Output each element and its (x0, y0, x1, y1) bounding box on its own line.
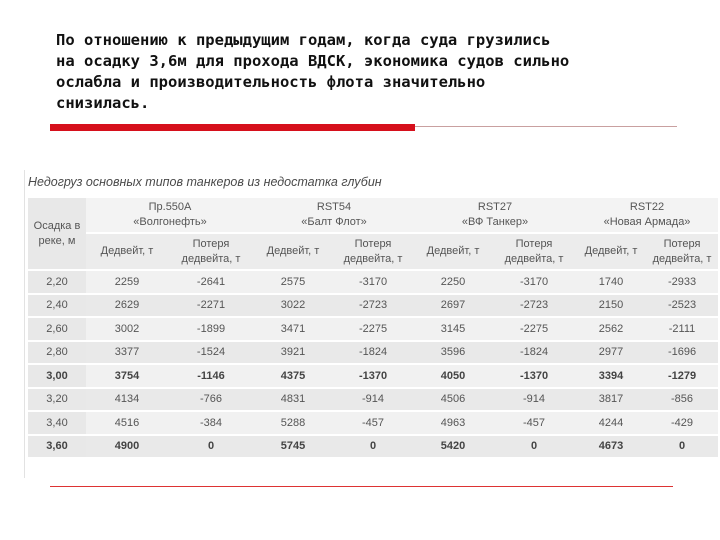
slide-text-line: на осадку 3,6м для прохода ВДСК, экономика судов сильно (56, 52, 570, 70)
cell-loss: -2275 (332, 318, 414, 340)
cell-loss: -1279 (646, 365, 718, 387)
cell-loss: -3170 (332, 271, 414, 293)
table-left-border (24, 170, 25, 478)
cell-loss: 0 (492, 436, 576, 458)
ship-type: RST27 (477, 201, 513, 213)
table-row (28, 271, 718, 293)
header-deadweight: Дедвейт, т (86, 234, 168, 269)
ship-type: Пр.550А (148, 201, 192, 213)
slide-text-line: снизилась. (56, 94, 150, 112)
ship-type: RST22 (629, 201, 665, 213)
cell-deadweight: 2259 (86, 271, 168, 293)
cell-deadweight: 3754 (86, 365, 168, 387)
header-loss: Потеря дедвейта, т (332, 234, 414, 269)
cell-loss: -1696 (646, 342, 718, 364)
cell-deadweight: 2562 (576, 318, 646, 340)
cell-loss: -856 (646, 389, 718, 411)
cell-deadweight: 4673 (576, 436, 646, 458)
cell-loss: -1524 (168, 342, 254, 364)
title-underline-thin-line (415, 126, 677, 127)
table-row (28, 342, 718, 364)
ship-owner: «ВФ Танкер» (461, 216, 529, 228)
table-body (28, 271, 718, 457)
cell-deadweight: 3596 (414, 342, 492, 364)
cell-deadweight: 3817 (576, 389, 646, 411)
header-deadweight: Дедвейт, т (254, 234, 332, 269)
bottom-divider-line (50, 486, 673, 487)
cell-deadweight: 3022 (254, 295, 332, 317)
cell-deadweight: 4963 (414, 412, 492, 434)
cell-loss: -3170 (492, 271, 576, 293)
cell-loss: -457 (332, 412, 414, 434)
cell-deadweight: 3394 (576, 365, 646, 387)
cell-loss: -384 (168, 412, 254, 434)
cell-loss: -1824 (332, 342, 414, 364)
cell-deadweight: 3921 (254, 342, 332, 364)
ship-owner: «Новая Армада» (603, 216, 691, 228)
slide-text-line: ослабла и производительность флота значительно (56, 73, 486, 91)
cell-deadweight: 2977 (576, 342, 646, 364)
slide-text-line: По отношению к предыдущим годам, когда суда грузились (56, 31, 551, 49)
cell-loss: -1899 (168, 318, 254, 340)
cell-deadweight: 2629 (86, 295, 168, 317)
cell-osadka: 3,60 (28, 436, 86, 458)
slide-body-text (56, 30, 696, 114)
cell-deadweight: 5288 (254, 412, 332, 434)
header-ship-3 (414, 198, 576, 232)
cell-loss: 0 (646, 436, 718, 458)
cell-loss: 0 (332, 436, 414, 458)
cell-deadweight: 4506 (414, 389, 492, 411)
cell-deadweight: 4831 (254, 389, 332, 411)
cell-deadweight: 4900 (86, 436, 168, 458)
table-row (28, 412, 718, 434)
cell-loss: -1146 (168, 365, 254, 387)
cell-loss: -2275 (492, 318, 576, 340)
table-row (28, 295, 718, 317)
cell-deadweight: 3377 (86, 342, 168, 364)
cell-deadweight: 4050 (414, 365, 492, 387)
cell-loss: -1370 (492, 365, 576, 387)
cell-loss: -2933 (646, 271, 718, 293)
cell-osadka: 2,80 (28, 342, 86, 364)
cell-loss: -2641 (168, 271, 254, 293)
cell-osadka: 2,40 (28, 295, 86, 317)
ship-owner: «Волгонефть» (133, 216, 207, 228)
cell-loss: -1370 (332, 365, 414, 387)
ship-type: RST54 (316, 201, 352, 213)
cell-deadweight: 2697 (414, 295, 492, 317)
cell-deadweight: 2575 (254, 271, 332, 293)
cell-osadka: 2,60 (28, 318, 86, 340)
underload-table (28, 196, 718, 459)
header-ship-4 (576, 198, 718, 232)
cell-loss: -2111 (646, 318, 718, 340)
cell-deadweight: 4134 (86, 389, 168, 411)
header-loss: Потеря дедвейта, т (492, 234, 576, 269)
cell-loss: -766 (168, 389, 254, 411)
cell-deadweight: 3471 (254, 318, 332, 340)
cell-loss: -2723 (492, 295, 576, 317)
header-osadka: Осадка в реке, м (28, 198, 86, 269)
header-loss: Потеря дедвейта, т (168, 234, 254, 269)
table-row (28, 318, 718, 340)
cell-loss: 0 (168, 436, 254, 458)
header-ship-1 (86, 198, 254, 232)
header-deadweight: Дедвейт, т (414, 234, 492, 269)
header-deadweight: Дедвейт, т (576, 234, 646, 269)
cell-deadweight: 2150 (576, 295, 646, 317)
cell-deadweight: 3002 (86, 318, 168, 340)
cell-loss: -2723 (332, 295, 414, 317)
cell-loss: -457 (492, 412, 576, 434)
cell-loss: -2523 (646, 295, 718, 317)
table-row (28, 436, 718, 458)
cell-osadka: 3,00 (28, 365, 86, 387)
cell-osadka: 3,20 (28, 389, 86, 411)
cell-deadweight: 4375 (254, 365, 332, 387)
title-underline-red-bar (50, 124, 415, 131)
cell-deadweight: 1740 (576, 271, 646, 293)
cell-deadweight: 4516 (86, 412, 168, 434)
header-loss: Потеря дедвейта, т (646, 234, 718, 269)
cell-loss: -914 (492, 389, 576, 411)
cell-deadweight: 5420 (414, 436, 492, 458)
cell-osadka: 3,40 (28, 412, 86, 434)
cell-loss: -914 (332, 389, 414, 411)
cell-loss: -429 (646, 412, 718, 434)
table-title: Недогруз основных типов танкеров из недостатка глубин (28, 175, 382, 189)
cell-deadweight: 5745 (254, 436, 332, 458)
cell-osadka: 2,20 (28, 271, 86, 293)
cell-deadweight: 4244 (576, 412, 646, 434)
cell-deadweight: 3145 (414, 318, 492, 340)
table-row (28, 365, 718, 387)
cell-loss: -2271 (168, 295, 254, 317)
table-row (28, 389, 718, 411)
header-ship-2 (254, 198, 414, 232)
ship-owner: «Балт Флот» (301, 216, 367, 228)
cell-deadweight: 2250 (414, 271, 492, 293)
cell-loss: -1824 (492, 342, 576, 364)
